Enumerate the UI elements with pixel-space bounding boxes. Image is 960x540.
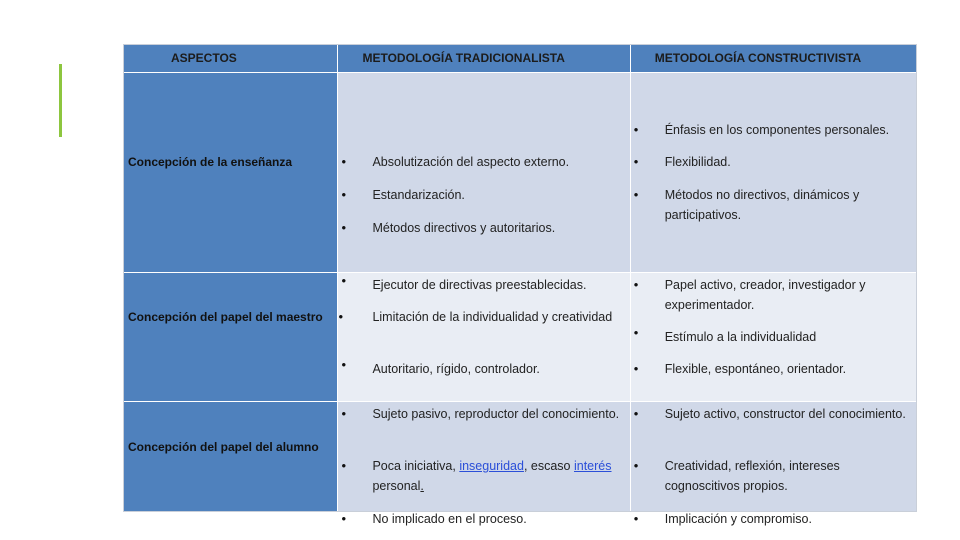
traditional-cell [338,402,629,526]
list-item: • Papel activo, creador, investigador y experimentador. [633,277,866,312]
header-constructivista-label: METODOLOGÍA CONSTRUCTIVISTA [654,51,862,65]
bullet-icon: • [633,458,639,473]
bullet-icon: • [341,273,347,288]
list-item: • Sujeto activo, constructor del conocimiento. [665,404,910,424]
bullet-icon: • [341,187,347,202]
bullet-icon: • [633,277,639,292]
list-item: • Creatividad, reflexión, intereses cognoscitivos propios. [633,458,840,493]
list-item: • Estandarización. [372,185,623,205]
list-item: • Flexibilidad. [665,152,910,172]
table-row [124,73,916,272]
list-item: • Poca iniciativa, inseguridad, escaso interés personal. [341,458,612,493]
bullet-icon: • [341,406,347,421]
header-tradicionalista [338,45,629,73]
aspect-label: Concepción de la enseñanza [128,155,293,169]
list-item: • Autoritario, rígido, controlador. [341,357,540,376]
bullet-icon: • [341,154,347,169]
table-header [124,45,916,73]
aspect-label: Concepción del papel del maestro [128,310,323,324]
list-item: • Ejecutor de directivas preestablecidas. [341,273,587,292]
aspect-cell [124,402,337,511]
bullet-icon: • [633,511,639,526]
list-item: • No implicado en el proceso. [372,509,623,529]
constructivist-cell [631,402,916,526]
interes-link[interactable]: interés [573,459,612,473]
header-aspectos [124,45,337,73]
bullet-icon: • [633,154,639,169]
table-row [124,402,916,526]
header-constructivista [631,45,916,73]
bullet-icon: • [338,309,344,324]
aspect-cell [124,73,337,272]
list-item: • Estímulo a la individualidad [633,325,817,344]
accent-bar [59,64,62,137]
list-item: • Métodos no directivos, dinámicos y participativos. [633,187,860,222]
header-aspectos-label: ASPECTOS [171,51,237,65]
bullet-icon: • [633,361,639,376]
bullet-icon: • [341,220,347,235]
bullet-icon: • [633,325,639,340]
list-item: • Implicación y compromiso. [665,509,910,529]
list-item: • Absolutización del aspecto externo. [372,152,623,172]
bullet-icon: • [633,187,639,202]
aspect-cell [124,273,337,401]
bullet-icon: • [341,511,347,526]
traditional-cell [338,273,629,401]
bullet-icon: • [633,122,639,137]
list-item: • Limitación de la individualidad y creatividad [372,307,623,327]
constructivist-cell [631,273,916,401]
list-item: • Métodos directivos y autoritarios. [372,218,623,238]
bullet-icon: • [341,458,347,473]
bullet-icon: • [341,357,347,372]
bullet-icon: • [633,406,639,421]
header-tradicionalista-label: METODOLOGÍA TRADICIONALISTA [362,51,565,65]
list-item: • Flexible, espontáneo, orientador. [665,359,910,379]
list-item: • Sujeto pasivo, reproductor del conocimiento. [372,404,623,424]
inseguridad-link[interactable]: inseguridad [459,459,524,473]
aspect-label: Concepción del papel del alumno [128,440,319,454]
comparison-table [123,44,917,526]
list-item: • Énfasis en los componentes personales. [665,120,910,140]
traditional-cell [338,73,629,272]
table-row [124,273,916,401]
constructivist-cell [631,73,916,272]
